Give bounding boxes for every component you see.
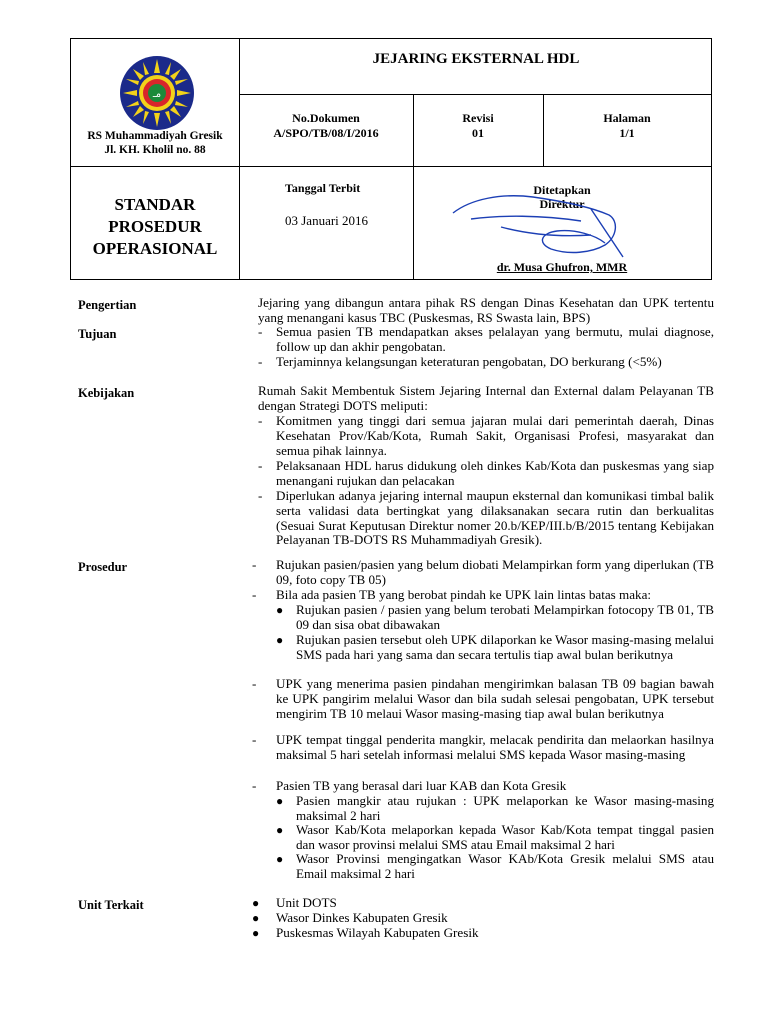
page-label: Halaman	[603, 111, 651, 125]
institution-name: RS Muhammadiyah Gresik	[87, 130, 223, 142]
hospital-logo-icon	[119, 55, 195, 131]
logo-text: مـ	[152, 89, 162, 100]
document-header-table	[70, 38, 712, 280]
approved-label: Ditetapkan	[533, 183, 591, 197]
director-signature-icon	[441, 179, 641, 264]
revision-value: 01	[472, 126, 484, 140]
director-label: Direktur	[539, 197, 585, 211]
section-label-kebijakan: Kebijakan	[78, 386, 135, 400]
sop-title-line1: STANDAR	[114, 195, 196, 214]
sop-title-line3: OPERASIONAL	[92, 239, 218, 258]
page-value: 1/1	[619, 126, 635, 140]
kebijakan-intro: Rumah Sakit Membentuk Sistem Jejaring Internal dan External dalam Pelayanan TB dengan Strategi DOTS meliputi:	[258, 383, 714, 413]
issue-date-label: Tanggal Terbit	[285, 181, 361, 195]
revision-label: Revisi	[462, 111, 494, 125]
section-label-pengertian: Pengertian	[78, 298, 137, 312]
section-label-prosedur: Prosedur	[78, 560, 128, 574]
section-label-unit-terkait: Unit Terkait	[78, 898, 144, 912]
doc-number-label: No.Dokumen	[292, 111, 360, 125]
section-label-tujuan: Tujuan	[78, 327, 117, 341]
doc-number-value: A/SPO/TB/08/I/2016	[273, 126, 379, 140]
document-title: JEJARING EKSTERNAL HDL	[372, 51, 580, 67]
institution-address: Jl. KH. Kholil no. 88	[104, 144, 206, 156]
director-name: dr. Musa Ghufron, MMR	[496, 260, 628, 274]
sop-title-line2: PROSEDUR	[108, 217, 202, 236]
issue-date-value: 03 Januari 2016	[285, 213, 369, 228]
pengertian-text: Jejaring yang dibangun antara pihak RS dengan Dinas Kesehatan dan UPK tertentu yang menangani kasus TBC (Puskesmas, RS Swasta lain, BPS)	[258, 295, 714, 325]
